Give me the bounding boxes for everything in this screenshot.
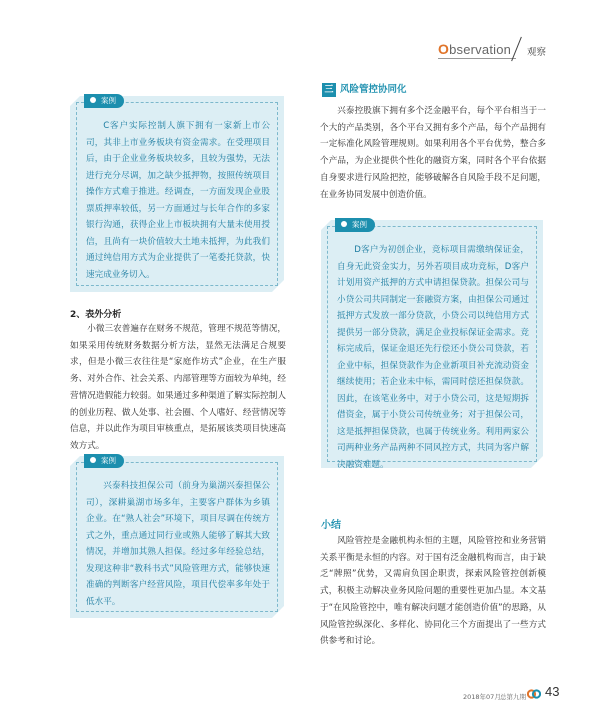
summary-heading: 小结 (321, 520, 341, 531)
section-3-number: 三 (322, 83, 336, 97)
header-word-initial: O (438, 41, 450, 57)
header-divider (511, 37, 522, 61)
case-tag-1-label: 案例 (101, 96, 116, 105)
part-2-heading: 2、表外分析 (70, 310, 122, 320)
page-number: 43 (545, 684, 560, 699)
case-box-2 (70, 456, 284, 618)
case-tag-3 (335, 218, 375, 232)
header-word-rest: bservation (449, 42, 512, 57)
case-box-3-notch (531, 456, 543, 468)
footer-magazine: 总第九期 (500, 693, 526, 701)
section-3-text: 兴泰控股旗下拥有多个泛金融平台，每个平台相当于一个大的产品类别，各个平台又拥有多个产品，每个产品拥有一定标准化风险管理规则。如果利用各个平台优势，整合多个产品，为企业提供个性化的融资方案，同时各个平台依据自身要求进行风险把控，能够破解各自风险手段不足问题，在业务协同发展中创造价值。 (320, 106, 546, 200)
section-3-title: 风险管控协同化 (340, 84, 407, 95)
header-observation (438, 41, 511, 57)
case-box-2-notch (272, 606, 284, 618)
case-2-text: 兴泰科技担保公司（前身为巢湖兴泰担保公司），深耕巢湖市场多年，主要客户群体为乡镇企业。在“熟人社会”环境下，项目尽调在传统方式之外，重点通过同行业或熟人能够了解其大致情况，并增加其熟人担保。经过多年经验总结，发现这种非“教科书式”风险管理方式，能够快速准确的判断客户经营风险，项目代偿率多年处于低水平。 (86, 481, 270, 607)
case-box-1 (70, 96, 284, 292)
case-tag-1 (84, 94, 124, 108)
case-tag-3-label: 案例 (352, 220, 367, 229)
magazine-logo-icon (527, 689, 541, 699)
footer-issue: 2018年07月 (463, 693, 501, 701)
case-box-1-notch (272, 280, 284, 292)
part-2-text: 小微三农普遍存在财务不规范，管理不规范等情况，如果采用传统财务数据分析方法，显然无法满足合规要求，但是小微三农往往是“家庭作坊式”企业，在生产服务、对外合作、社会关系、内部管理等方面较为单纯，经营情况造假能力较弱。如果通过多种渠道了解实际控制人的创业历程、做人处事、社会圈、个人嗜好、经营情况等信息，并以此作为项目审核重点，是拓展该类项目快速高效方式。 (70, 324, 286, 451)
case-icon (90, 97, 96, 103)
case-box-2-corner (69, 455, 81, 467)
case-box-3-corner (320, 219, 332, 231)
header-underline (438, 58, 516, 59)
summary-text: 风险管控是金融机构永恒的主题，风险管控和业务营销关系平衡是永恒的内容。对于国有泛金融机构而言，由于缺乏“牌照”优势，又需肩负国企职责，探索风险管控创新模式，积极主动解决业务风险问题的重要性更加凸显。本文基于“在风险管控中，唯有解决问题才能创造价值”的思路，从风险管控纵深化、多样化、协同化三个方面提出了一些方式供参考和讨论。 (320, 536, 546, 647)
header-section-cn: 观察 (527, 47, 547, 58)
case-1-text: C客户实际控制人旗下拥有一家新上市公司，其非上市业务板块有资金需求。在受理项目后，由于企业业务板块较多，且较为强势，无法进行充分尽调，加之缺少抵押物，按照传统项目操作方式难于推进。经调查，一方面发现企业股票质押率较低，另一方面通过与长年合作的多家银行沟通，获得企业上市板块拥有大量未使用授信，且尚有一块价值较大土地未抵押，为此我们通过纯信用方式为企业提供了一笔委托贷款，快速完成业务切入。 (86, 121, 270, 280)
case-tag-2 (84, 454, 124, 468)
case-icon (341, 221, 347, 227)
case-icon (90, 457, 96, 463)
case-box-3 (321, 220, 543, 468)
case-box-1-corner (69, 95, 81, 107)
case-3-text: D客户为初创企业，竞标项目需缴纳保证金，自身无此资金实力，另外若项目成功竞标，D客户计划用资产抵押的方式申请担保贷款。担保公司与小贷公司共同制定一套融资方案，由担保公司通过抵押方式发放一部分贷款，小贷公司以纯信用方式提供另一部分贷款，满足企业投标保证金需求。竞标完成后，保证金退还先行偿还小贷公司贷款，若企业中标，担保贷款作为企业新项目补充流动资金继续使用；若企业未中标，需同时偿还担保贷款。因此，在该笔业务中，对于小贷公司，这是短期拆借资金，属于小贷公司传统业务；对于担保公司，这是抵押担保贷款，也属于传统业务。利用两家公司两种业务产品两种不同风控方式，共同为客户解决融资难题。 (337, 245, 529, 470)
case-tag-2-label: 案例 (101, 456, 116, 465)
